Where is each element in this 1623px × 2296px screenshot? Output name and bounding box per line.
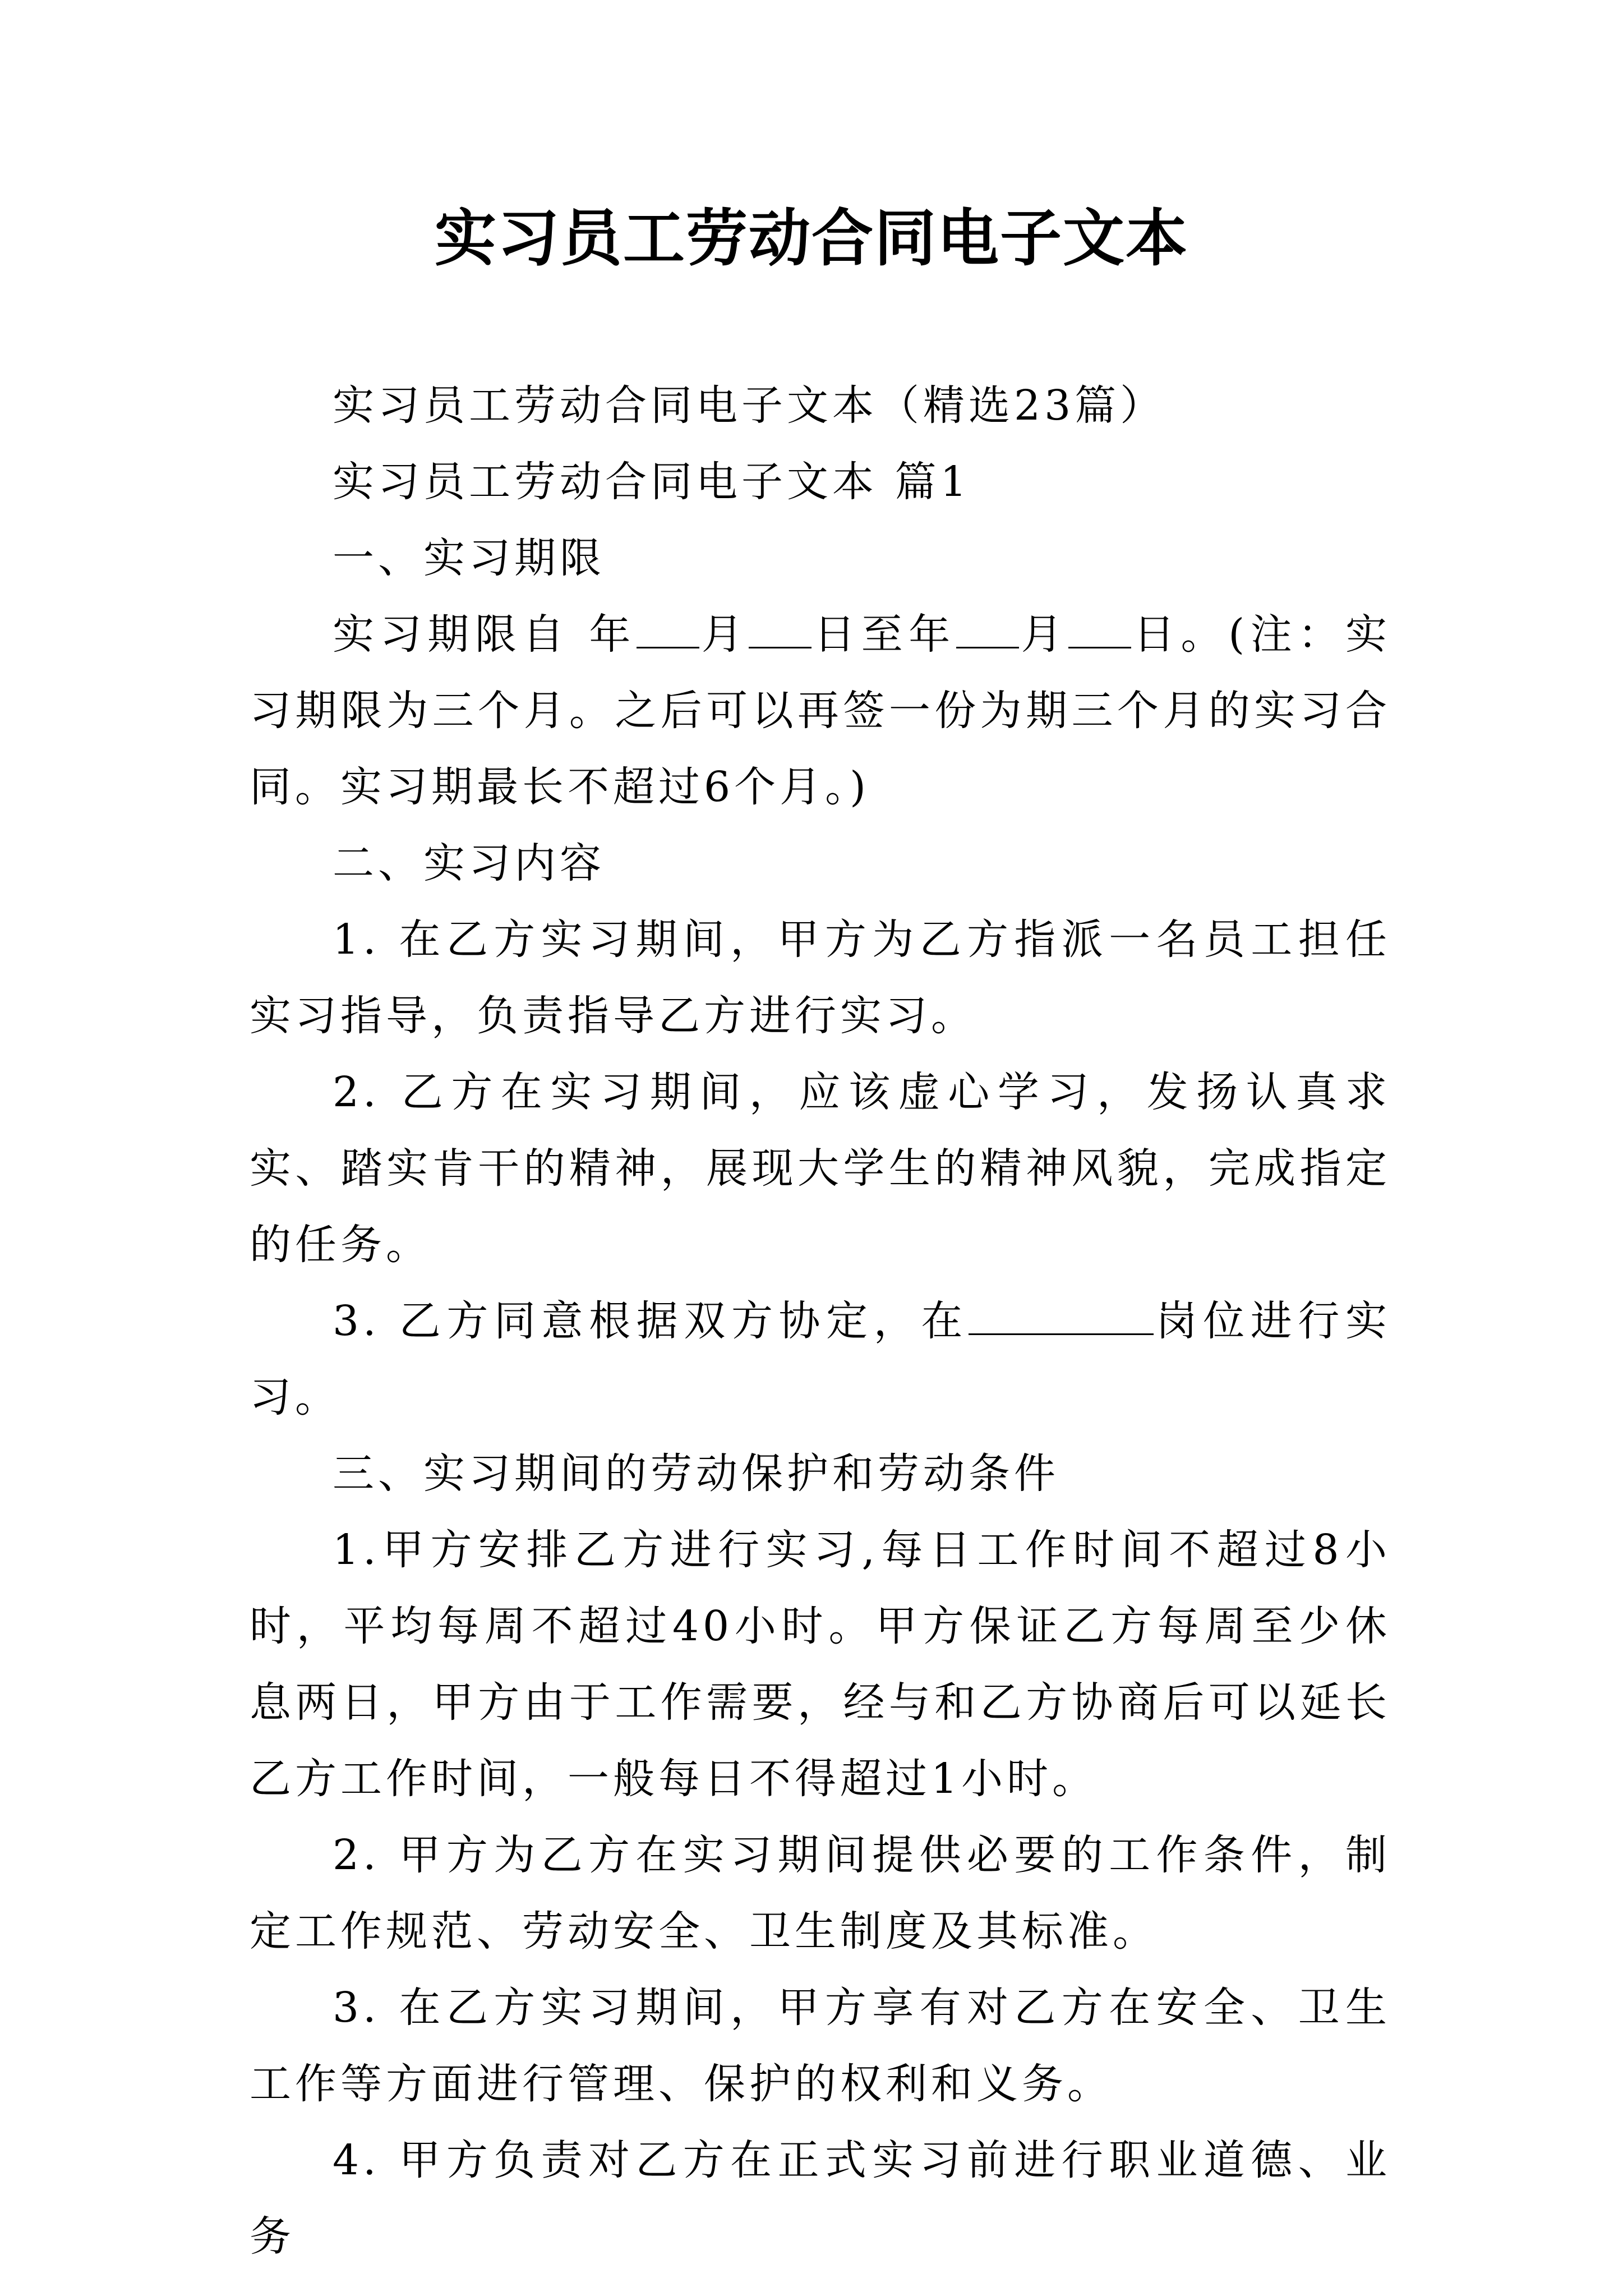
clause-paragraph: 3. 在乙方实习期间，甲方享有对乙方在安全、卫生工作等方面进行管理、保护的权利和义务。 <box>250 1984 1391 2108</box>
clause-paragraph: 2. 甲方为乙方在实习期间提供必要的工作条件，制定工作规范、劳动安全、卫生制度及其标准。 <box>250 1831 1391 1955</box>
doc-subtitle: 实习员工劳动合同电子文本（精选23篇） <box>333 381 1166 430</box>
document-body <box>250 367 1391 2275</box>
document-title: 实习员工劳动合同电子文本 <box>435 202 1188 274</box>
term-text-3: 日至年 <box>811 610 956 659</box>
blank-line <box>1068 609 1131 648</box>
clause-paragraph: 1.甲方安排乙方进行实习,每日工作时间不超过8小时，平均每周不超过40小时。甲方保证乙方每周至少休息两日，甲方由于工作需要，经与和乙方协商后可以延长乙方工作时间，一般每日不得超过1小时。 <box>250 1526 1391 1803</box>
post-text-1: 3. 乙方同意根据双方协定，在 <box>333 1297 969 1345</box>
blank-line <box>749 609 811 648</box>
post-paragraph <box>250 1283 1391 1435</box>
clause-paragraph: 4. 甲方负责对乙方在正式实习前进行职业道德、业务 <box>250 2136 1391 2261</box>
post-text-2: 岗位进行实习。 <box>250 1297 1391 1421</box>
clause-paragraph: 2. 乙方在实习期间，应该虚心学习，发扬认真求实、踏实肯干的精神，展现大学生的精神风貌，完成指定的任务。 <box>250 1068 1391 1269</box>
section-heading: 实习员工劳动合同电子文本 篇1 <box>333 458 971 506</box>
term-text-5: 日。(注：实习期限为三个月。之后可以再签一份为期三个月的实习合同。实习期最长不超过6个月。) <box>250 610 1391 811</box>
blank-line <box>969 1296 1154 1335</box>
term-text-4: 月 <box>1018 610 1069 659</box>
blank-line <box>956 609 1019 648</box>
clause-paragraph: 1. 在乙方实习期间，甲方为乙方指派一名员工担任实习指导，负责指导乙方进行实习。 <box>250 915 1391 1040</box>
term-text-1: 实习期限自 年 <box>333 610 637 659</box>
section-heading: 三、实习期间的劳动保护和劳动条件 <box>333 1450 1059 1498</box>
blank-line <box>637 609 699 648</box>
section-heading: 二、实习内容 <box>333 839 605 887</box>
section-heading: 一、实习期限 <box>333 534 605 582</box>
term-text-2: 月 <box>699 610 749 659</box>
term-paragraph <box>250 596 1391 825</box>
